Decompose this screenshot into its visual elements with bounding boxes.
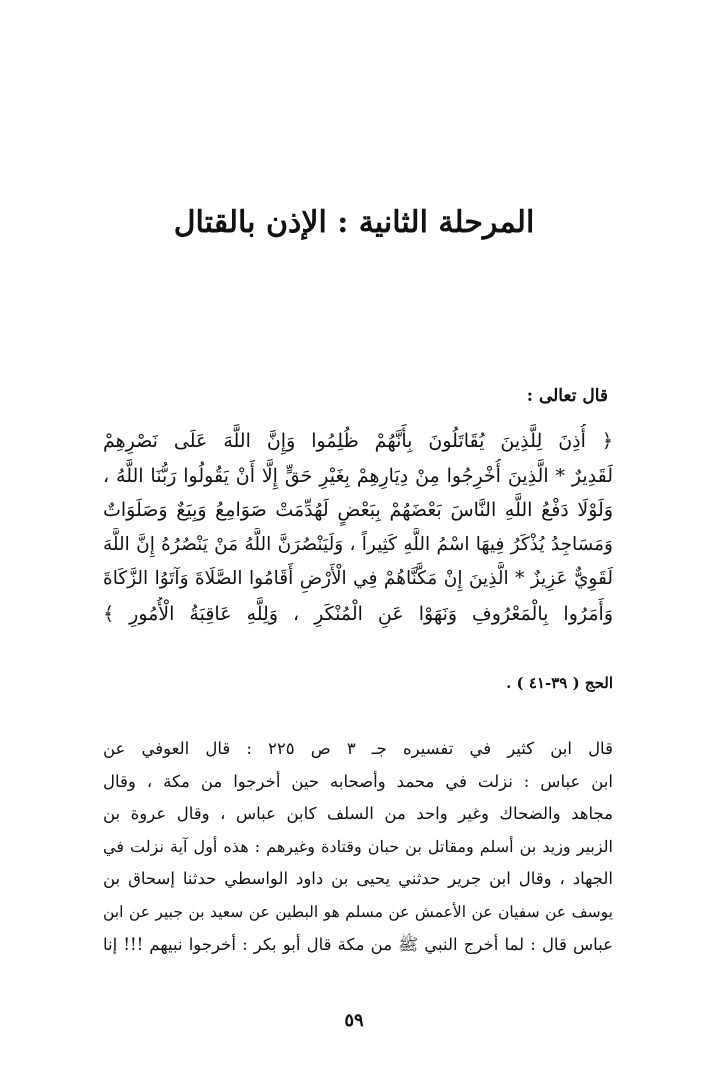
- commentary-line: يوسف عن سفيان عن الأعمش عن مسلم هو البطين عن سعيد بن جبير عن ابن: [103, 902, 613, 921]
- verse-line: وَمَسَاجِدُ يُذْكَرُ فِيهَا اسْمُ اللَّهِ كَثِيراً ، وَلَيَنْصُرَنَّ اللَّهُ مَنْ يَنْصُرُهُ إِنَّ اللَّهَ: [103, 533, 613, 555]
- verse-line: وَأَمَرُوا بِالْمَعْرُوفِ وَنَهَوْا عَنِ الْمُنْكَرِ ، وَلِلَّهِ عَاقِبَةُ الْأُمُورِ ﴾: [103, 602, 613, 625]
- verse-line: ﴿ أُذِنَ لِلَّذِينَ يُقَاتَلُونَ بِأَنَّهُمْ ظُلِمُوا وَإِنَّ اللَّهَ عَلَى نَصْرِهِمْ: [103, 430, 613, 452]
- chapter-title: المرحلة الثانية : الإذن بالقتال: [173, 205, 535, 240]
- commentary-line: قال ابن كثير في تفسيره جـ ٣ ص ٢٢٥ : قال العوفي عن: [103, 739, 613, 758]
- verse-line: لَقَدِيرٌ * الَّذِينَ أُخْرِجُوا مِنْ دِيَارِهِمْ بِغَيْرِ حَقٍّ إِلَّا أَنْ يَقُولُوا رَبُّنَا اللَّهُ ،: [103, 464, 613, 487]
- commentary-line: الزبير وزيد بن أسلم ومقاتل بن حبان وقتادة وغيرهم : هذه أول آية نزلت في: [103, 836, 613, 856]
- commentary-line: الجهاد ، وقال ابن جرير حدثني يحيى بن داود الواسطي حدثنا إسحاق بن: [103, 869, 613, 889]
- verse-line: وَلَوْلَا دَفْعُ اللَّهِ النَّاسَ بَعْضَهُمْ بِبَعْضٍ لَهُدِّمَتْ صَوَامِعُ وَبِيَعٌ وَصَلَوَاتٌ: [103, 499, 613, 521]
- commentary-line: مجاهد والضحاك وغير واحد من السلف كابن عباس ، وقال عروة بن: [103, 804, 613, 824]
- commentary-line: ابن عباس : نزلت في محمد وأصحابه حين أخرجوا من مكة ، وقال: [103, 771, 613, 791]
- verse-intro: قال تعالى :: [526, 386, 608, 406]
- commentary-paragraph: [103, 733, 613, 961]
- quran-verse-block: [103, 424, 613, 631]
- verse-line: لَقَوِيٌّ عَزِيزٌ * الَّذِينَ إِنْ مَكَّنَّاهُمْ فِي الْأَرْضِ أَقَامُوا الصَّلَاةَ وَآتَوُا الزَّكَاةَ: [103, 568, 613, 589]
- commentary-line: عباس قال : لما أخرج النبي ﷺ من مكة قال أبو بكر : أخرجوا نبيهم !!! إنا: [103, 934, 613, 954]
- page-number: ٥٩: [344, 1010, 364, 1031]
- verse-reference: الحج ( ٣٩-٤١ ) .: [506, 674, 613, 692]
